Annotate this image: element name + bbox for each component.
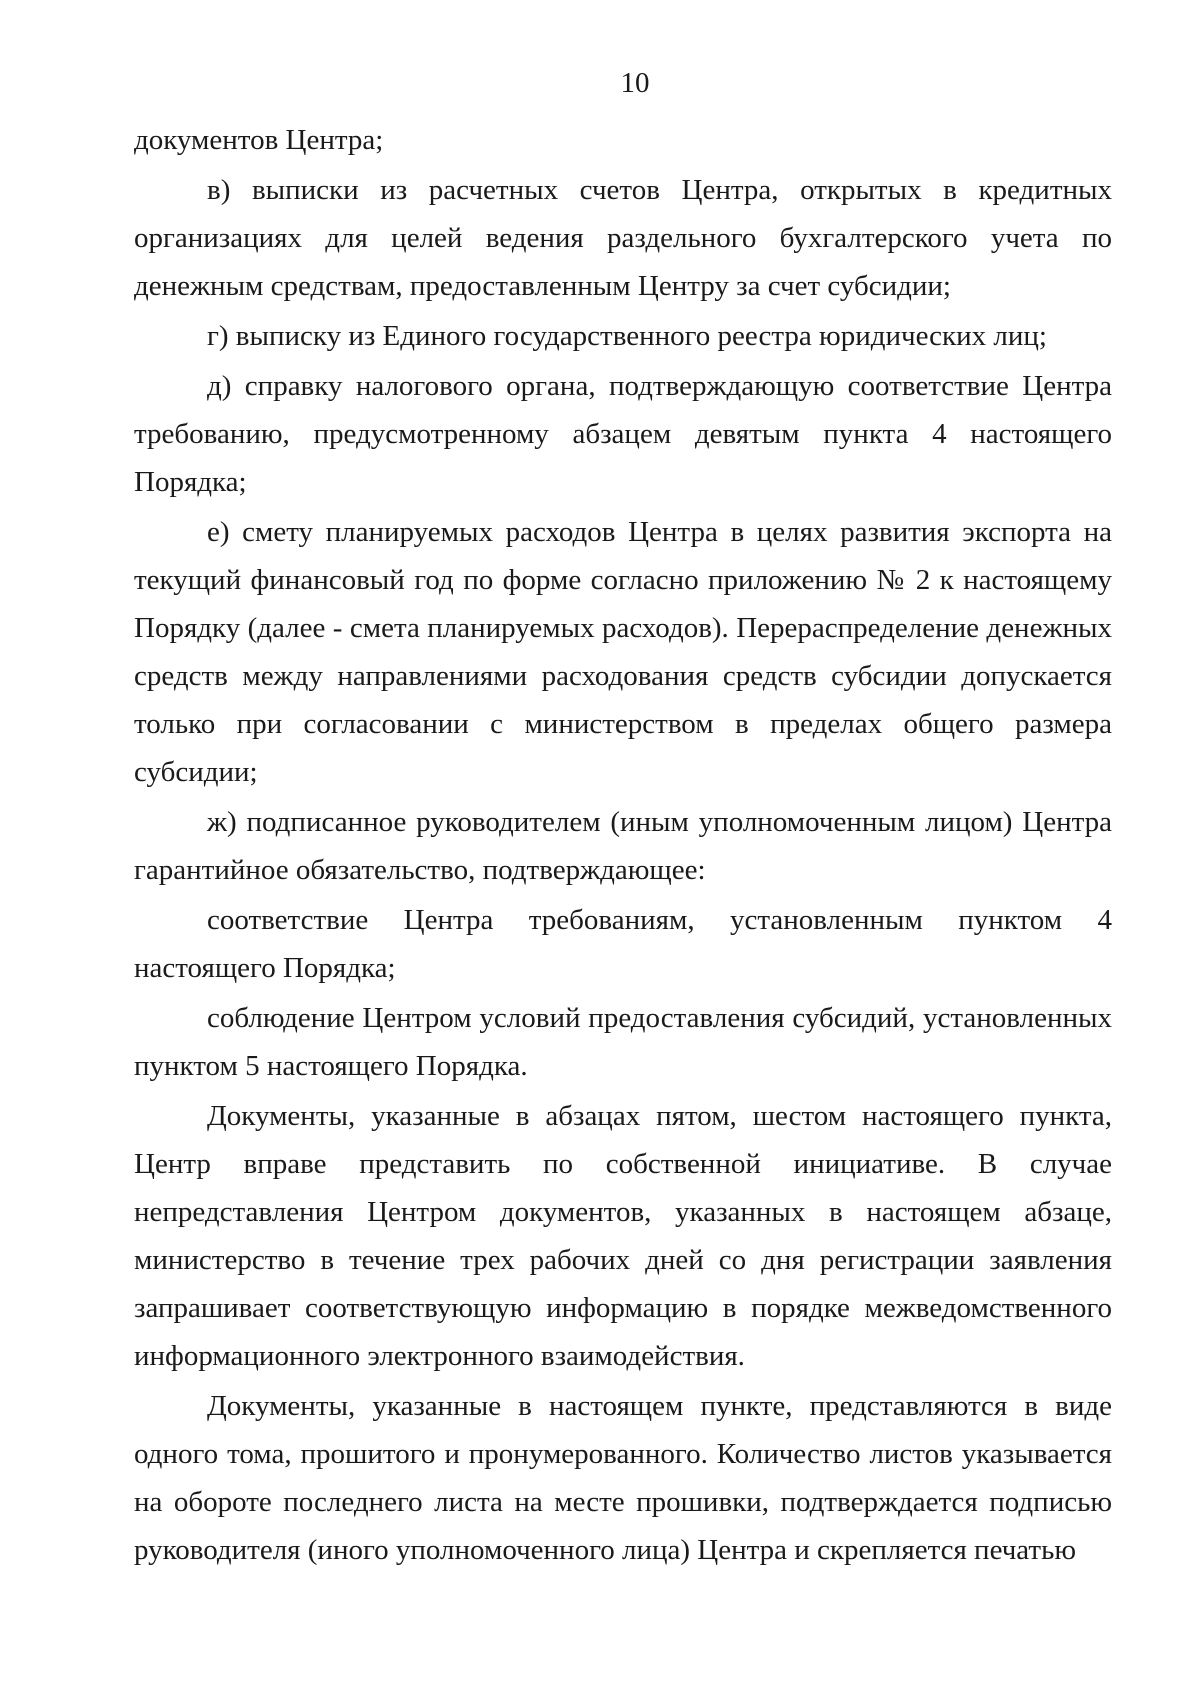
paragraph-item-e: е) смету планируемых расходов Центра в целях развития экспорта на текущий финансовый год по форме согласно приложению № 2 к настоящему Порядку (далее - смета планируемых расходов). Перераспределение денежных средств между направлениями расходования средств субсидии допускается только при согласовании с министерством в пределах общего размера субсидии; <box>134 516 1112 788</box>
page-number: 10 <box>620 67 650 99</box>
paragraph-item-v: в) выписки из расчетных счетов Центра, открытых в кредитных организациях для целей ведения раздельного бухгалтерского учета по денежным средствам, предоставленным Центру за счет субсидии; <box>134 174 1112 302</box>
paragraph-documents-initiative: Документы, указанные в абзацах пятом, шестом настоящего пункта, Центр вправе представить по собственной инициативе. В случае непредставления Центром документов, указанных в настоящем абзаце, министерство в течение трех рабочих дней со дня регистрации заявления запрашивает соответствующую информацию в порядке межведомственного информационного электронного взаимодействия. <box>134 1100 1112 1372</box>
paragraph-item-d: д) справку налогового органа, подтверждающую соответствие Центра требованию, предусмотренному абзацем девятым пункта 4 настоящего Порядка; <box>134 370 1112 498</box>
paragraph-continuation: документов Центра; <box>134 124 384 156</box>
document-body <box>134 116 1112 1574</box>
paragraph-compliance: соответствие Центра требованиям, установленным пунктом 4 настоящего Порядка; <box>134 904 1112 984</box>
paragraph-item-g: г) выписку из Единого государственного реестра юридических лиц; <box>207 320 1047 352</box>
paragraph-item-zh: ж) подписанное руководителем (иным уполномоченным лицом) Центра гарантийное обязательство, подтверждающее: <box>134 806 1112 886</box>
paragraph-conditions: соблюдение Центром условий предоставления субсидий, установленных пунктом 5 настоящего Порядка. <box>134 1002 1112 1082</box>
paragraph-documents-volume: Документы, указанные в настоящем пункте, представляются в виде одного тома, прошитого и пронумерованного. Количество листов указывается на обороте последнего листа на месте прошивки, подтверждается подписью руководителя (иного уполномоченного лица) Центра и скрепляется печатью <box>134 1390 1112 1566</box>
